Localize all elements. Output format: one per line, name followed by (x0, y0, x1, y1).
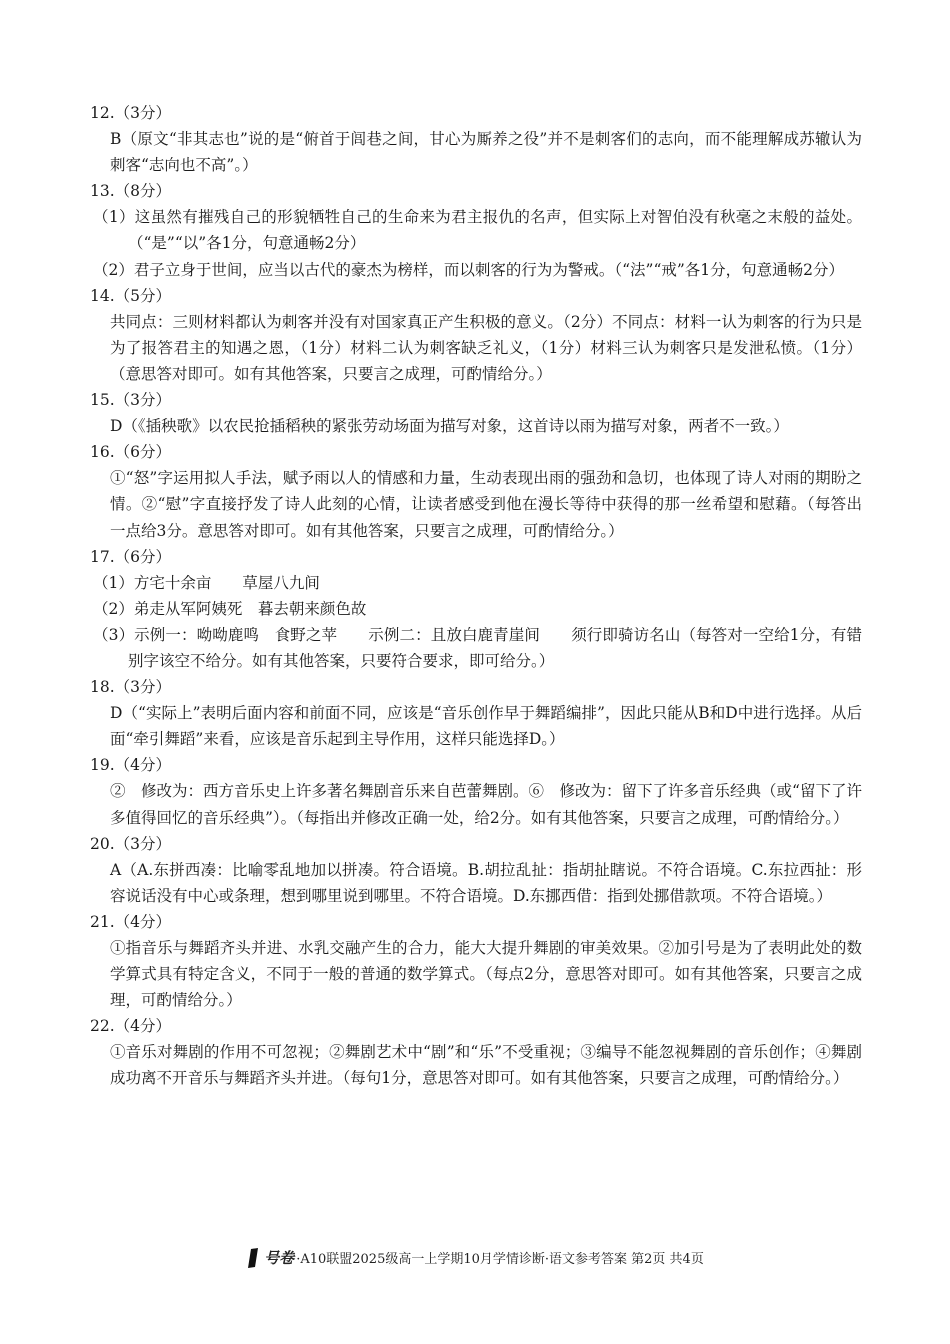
page-footer (0, 1247, 950, 1272)
answer-subitem: （1）这虽然有摧残自己的形貌牺牲自己的生命来为君主报仇的名声，但实际上对智伯没有秋毫之末般的益处。（“是”“以”各1分，句意通畅2分） (93, 208, 862, 253)
brand-logo-text: 号卷 (264, 1249, 295, 1267)
answer-key-content (90, 100, 862, 1092)
answer-subitem: （1）方宅十余亩 草屋八九间 (93, 573, 320, 592)
answer-text: 共同点：三则材料都认为刺客并没有对国家真正产生积极的意义。（2分）不同点：材料一认为刺客的行为只是为了报答君主的知遇之恩，（1分）材料二认为刺客缺乏礼义，（1分）材料三认为刺客只是发泄私愤。（1分）（意思答对即可。如有其他答案，只要言之成理，可酌情给分。） (110, 312, 862, 383)
answer-subitem: （2）君子立身于世间，应当以古代的豪杰为榜样，而以刺客的行为为警戒。（“法”“戒”各1分，句意通畅2分） (93, 260, 845, 279)
footer-text: ·A10联盟2025级高一上学期10月学情诊断·语文参考答案 第2页 共4页 (296, 1252, 704, 1267)
answer-text: A（A.东拼西凑：比喻零乱地加以拼凑。符合语境。B.胡拉乱扯：指胡扯瞎说。不符合语境。C.东拉西扯：形容说话没有中心或条理，想到哪里说到哪里。不符合语境。D.东挪西借：指到处挪借款项。不符合语境。） (110, 860, 862, 905)
question-heading: 14.（5分） (90, 286, 172, 305)
answer-text: ①“怒”字运用拟人手法，赋予雨以人的情感和力量，生动表现出雨的强劲和急切，也体现了诗人对雨的期盼之情。②“慰”字直接抒发了诗人此刻的心情，让读者感受到他在漫长等待中获得的那一丝希望和慰藉。（每答出一点给3分。意思答对即可。如有其他答案，只要言之成理，可酌情给分。） (110, 469, 862, 540)
question-heading: 19.（4分） (90, 756, 172, 775)
answer-text: D（《插秧歌》以农民抢插稻秧的紧张劳动场面为描写对象，这首诗以雨为描写对象，两者不一致。） (110, 417, 789, 436)
answer-subitem: （3）示例一：呦呦鹿鸣 食野之苹 示例二：且放白鹿青崖间 须行即骑访名山（每答对一空给1分，有错别字该空不给分。如有其他答案，只要符合要求，即可给分。） (93, 625, 862, 670)
brand-logo-icon (246, 1248, 260, 1272)
answer-text: ①指音乐与舞蹈齐头并进、水乳交融产生的合力，能大大提升舞剧的审美效果。②加引号是为了表明此处的数学算式具有特定含义，不同于一般的普通的数学算式。（每点2分，意思答对即可。如有其他答案，只要言之成理，可酌情给分。） (110, 939, 862, 1010)
question-heading: 21.（4分） (90, 912, 172, 931)
answer-text: ② 修改为：西方音乐史上许多著名舞剧音乐来自芭蕾舞剧。⑥ 修改为：留下了许多音乐经典（或“留下了许多值得回忆的音乐经典”）。（每指出并修改正确一处，给2分。如有其他答案，只要言之成理，可酌情给分。） (110, 782, 862, 827)
question-heading: 20.（3分） (90, 834, 172, 853)
question-heading: 16.（6分） (90, 443, 172, 462)
answer-text: D（“实际上”表明后面内容和前面不同，应该是“音乐创作早于舞蹈编排”，因此只能从B和D中进行选择。从后面“牵引舞蹈”来看，应该是音乐起到主导作用，这样只能选择D。） (110, 704, 862, 749)
answer-subitem: （2）弟走从军阿姨死 暮去朝来颜色故 (93, 599, 367, 618)
question-heading: 17.（6分） (90, 547, 172, 566)
question-heading: 22.（4分） (90, 1017, 172, 1036)
answer-text: B（原文“非其志也”说的是“俯首于闾巷之间，甘心为厮养之役”并不是刺客们的志向，而不能理解成苏辙认为刺客“志向也不高”。） (110, 130, 862, 175)
answer-text: ①音乐对舞剧的作用不可忽视；②舞剧艺术中“剧”和“乐”不受重视；③编导不能忽视舞剧的音乐创作；④舞剧成功离不开音乐与舞蹈齐头并进。（每句1分，意思答对即可。如有其他答案，只要言之成理，可酌情给分。） (110, 1043, 862, 1088)
question-heading: 13.（8分） (90, 182, 172, 201)
question-heading: 15.（3分） (90, 391, 172, 410)
question-heading: 18.（3分） (90, 678, 172, 697)
question-heading: 12.（3分） (90, 104, 172, 122)
